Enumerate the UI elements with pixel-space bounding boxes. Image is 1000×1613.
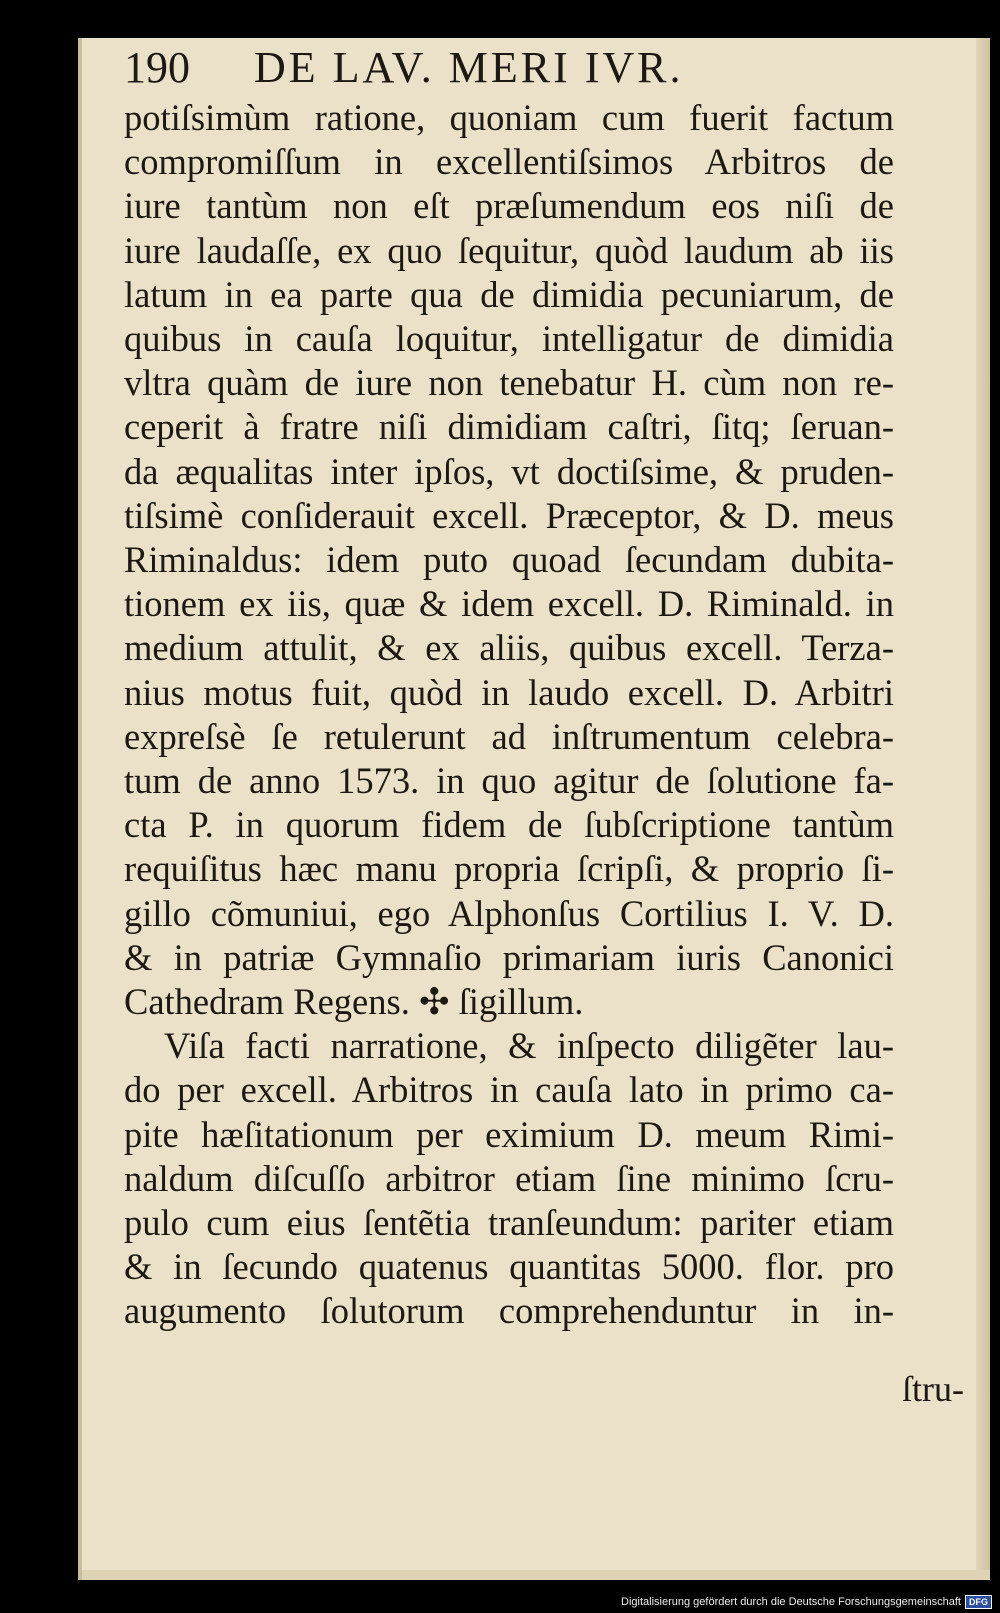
body-text	[124, 96, 894, 1334]
dfg-logo: DFG	[965, 1595, 992, 1609]
running-head	[124, 42, 894, 93]
text-line: ceperit à fratre niſi dimidiam caſtri, ſitq; ſeruan-	[124, 406, 894, 448]
text-line: tionem ex iis, quæ & idem excell. D. Riminald. in	[124, 583, 894, 625]
text-line: da æqualitas inter ipſos, vt doctiſsime, & pruden-	[124, 450, 894, 492]
text-line: naldum diſcuſſo arbitror etiam ſine minimo ſcru-	[124, 1157, 894, 1199]
text-line: compromiſſum in excellentiſsimos Arbitros de	[124, 141, 894, 183]
text-line: pulo cum eius ſentẽtia tranſeundum: pariter etiam	[124, 1202, 894, 1244]
text-line: cta P. in quorum fidem de ſubſcriptione tantùm	[124, 804, 894, 846]
text-line: & in ſecundo quatenus quantitas 5000. flor. pro	[124, 1246, 894, 1288]
text-line: nius motus fuit, quòd in laudo excell. D. Arbitri	[124, 671, 894, 713]
page-edge	[976, 38, 990, 1580]
paragraph-start-line: Viſa facti narratione, & inſpecto diligẽter lau-	[164, 1025, 894, 1067]
text-line: & in patriæ Gymnaſio primariam iuris Canonici	[124, 936, 894, 978]
text-line: requiſitus hæc manu propria ſcripſi, & proprio ſi-	[124, 848, 894, 890]
catchword: ſtru-	[902, 1369, 964, 1409]
text-line: augumento ſolutorum comprehenduntur in in-	[124, 1290, 894, 1332]
text-line: iure tantùm non eſt præſumendum eos niſi de	[124, 185, 894, 227]
credit-text: Digitalisierung gefördert durch die Deutsche Forschungsgemeinschaft	[621, 1596, 961, 1608]
text-line: pite hæſitationum per eximium D. meum Rimi-	[124, 1113, 894, 1155]
text-line: medium attulit, & ex aliis, quibus excell. Terza-	[124, 627, 894, 669]
text-line: expreſsè ſe retulerunt ad inſtrumentum celebra-	[124, 715, 894, 757]
text-line: vltra quàm de iure non tenebatur H. cùm non re-	[124, 362, 894, 404]
page-bottom-edge	[82, 1570, 990, 1580]
text-line: do per excell. Arbitros in cauſa lato in primo ca-	[124, 1069, 894, 1111]
text-line: potiſsimùm ratione, quoniam cum fuerit factum	[124, 97, 894, 138]
text-line: Riminaldus: idem puto quoad ſecundam dubita-	[124, 539, 894, 581]
text-line: quibus in cauſa loquitur, intelligatur de dimidia	[124, 318, 894, 360]
text-line: gillo cõmuniui, ego Alphonſus Cortilius I. V. D.	[124, 892, 894, 934]
page-number: 190	[124, 43, 190, 92]
text-line: iure laudaſſe, ex quo ſequitur, quòd laudum ab iis	[124, 229, 894, 271]
text-line: latum in ea parte qua de dimidia pecuniarum, de	[124, 273, 894, 315]
digitization-credit	[621, 1595, 992, 1609]
running-title: DE LAV. MERI IVR.	[254, 43, 684, 92]
text-line: tiſsimè conſiderauit excell. Præceptor, & D. meus	[124, 494, 894, 536]
text-line-signature: Cathedram Regens. ✣ ſigillum.	[124, 981, 584, 1023]
text-line: tum de anno 1573. in quo agitur de ſolutione fa-	[124, 760, 894, 802]
